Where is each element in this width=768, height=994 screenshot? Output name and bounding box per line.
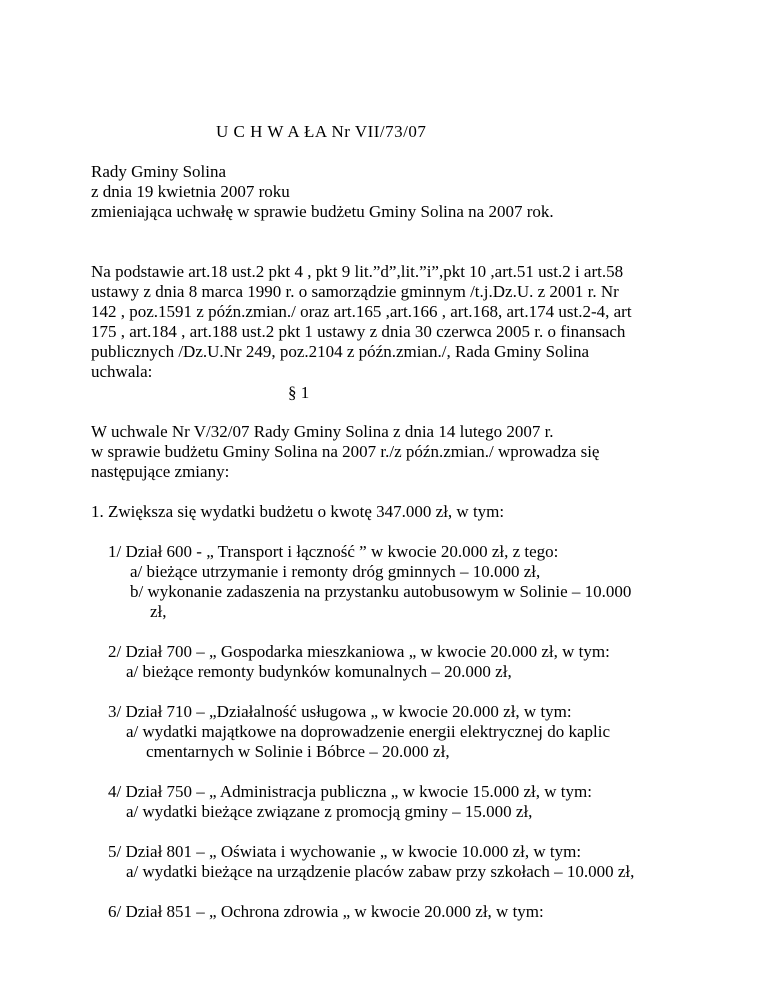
item-head: 5/ Dział 801 – „ Oświata i wychowanie „ w kwocie 10.000 zł, w tym: [108,842,582,861]
point-1: 1. Zwiększa się wydatki budżetu o kwotę 347.000 zł, w tym: [91,502,505,521]
basis-line: uchwala: [91,362,153,381]
item-head: 2/ Dział 700 – „ Gospodarka mieszkaniowa „ w kwocie 20.000 zł, w tym: [108,642,610,661]
item-line: cmentarnych w Solinie i Bóbrce – 20.000 zł, [146,742,450,761]
basis-line: 142 , poz.1591 z późn.zmian./ oraz art.165 ,art.166 , art.168, art.174 ust.2-4, art [91,302,632,321]
basis-line: publicznych /Dz.U.Nr 249, poz.2104 z późn.zmian./, Rada Gminy Solina [91,342,590,361]
item-line: zł, [150,602,167,621]
item-line: a/ wydatki bieżące związane z promocją gminy – 15.000 zł, [126,802,533,821]
intro-line: w sprawie budżetu Gminy Solina na 2007 r./z późn.zmian./ wprowadza się [91,442,600,461]
intro-line: następujące zmiany: [91,462,230,481]
section-mark: § 1 [288,383,310,402]
resolution-title: U C H W A ŁA Nr VII/73/07 [216,122,427,141]
item-line: a/ bieżące utrzymanie i remonty dróg gminnych – 10.000 zł, [130,562,541,581]
basis-line: ustawy z dnia 8 marca 1990 r. o samorządzie gminnym /t.j.Dz.U. z 2001 r. Nr [91,282,619,301]
item-head: 6/ Dział 851 – „ Ochrona zdrowia „ w kwocie 20.000 zł, w tym: [108,902,544,921]
item-head: 1/ Dział 600 - „ Transport i łączność ” w kwocie 20.000 zł, z tego: [108,542,559,561]
item-line: a/ wydatki bieżące na urządzenie placów zabaw przy szkołach – 10.000 zł, [126,862,635,881]
item-head: 4/ Dział 750 – „ Administracja publiczna „ w kwocie 15.000 zł, w tym: [108,782,592,801]
header-line: Rady Gminy Solina [91,162,227,181]
basis-line: 175 , art.184 , art.188 ust.2 pkt 1 ustawy z dnia 30 czerwca 2005 r. o finansach [91,322,626,341]
intro-line: W uchwale Nr V/32/07 Rady Gminy Solina z dnia 14 lutego 2007 r. [91,422,554,441]
header-line: zmieniająca uchwałę w sprawie budżetu Gminy Solina na 2007 rok. [91,202,554,221]
item-line: a/ bieżące remonty budynków komunalnych – 20.000 zł, [126,662,512,681]
item-line: a/ wydatki majątkowe na doprowadzenie energii elektrycznej do kaplic [126,722,610,741]
basis-line: Na podstawie art.18 ust.2 pkt 4 , pkt 9 lit.”d”,lit.”i”,pkt 10 ,art.51 ust.2 i art.58 [91,262,624,281]
item-head: 3/ Dział 710 – „Działalność usługowa „ w kwocie 20.000 zł, w tym: [108,702,572,721]
header-line: z dnia 19 kwietnia 2007 roku [91,182,290,201]
item-line: b/ wykonanie zadaszenia na przystanku autobusowym w Solinie – 10.000 [130,582,632,601]
